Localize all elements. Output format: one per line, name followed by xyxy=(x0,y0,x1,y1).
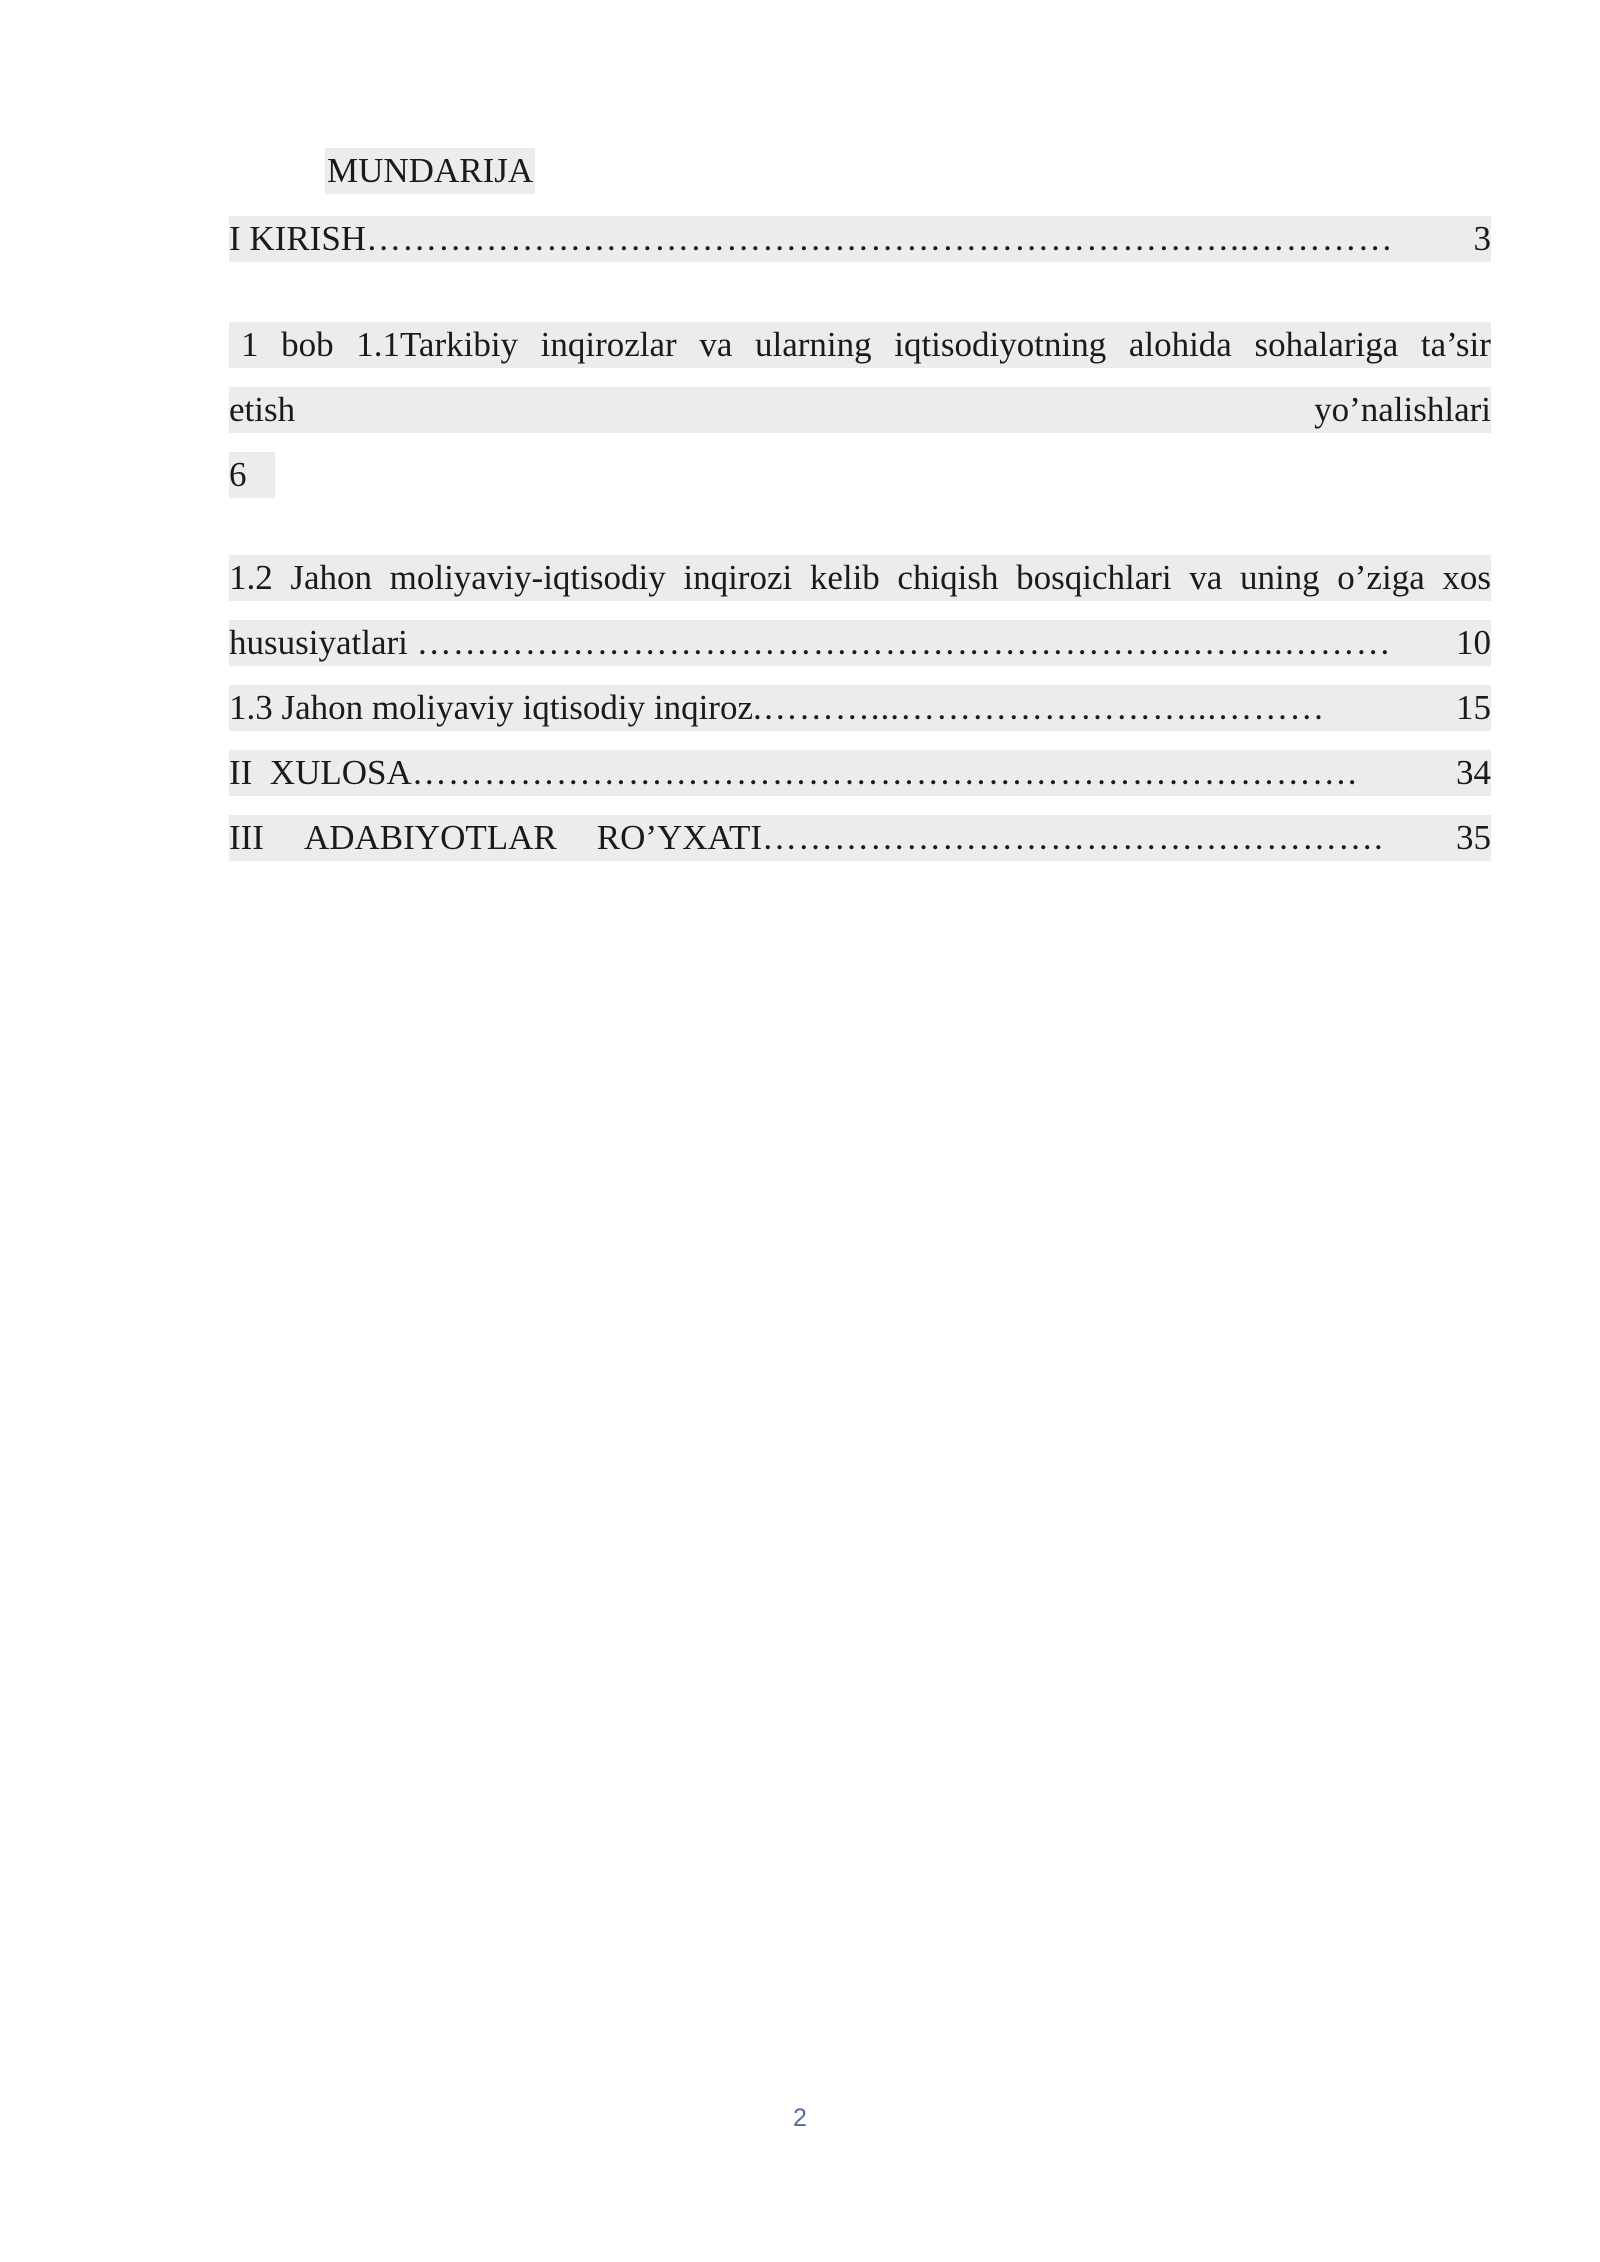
toc-leader-dots: ………………………………………………………………..………… xyxy=(366,219,1394,258)
toc-word: 1.1Tarkibiy xyxy=(356,325,519,364)
toc-word: sohalariga xyxy=(1254,325,1399,364)
toc-word: Jahon xyxy=(290,558,373,597)
toc-page-number: 34 xyxy=(1456,753,1491,792)
toc-entry-1-2-line1[interactable] xyxy=(229,555,1491,601)
toc-word: o’ziga xyxy=(1337,558,1425,597)
toc-word: alohida xyxy=(1128,325,1232,364)
toc-word: kelib xyxy=(809,558,880,597)
toc-page-number: 10 xyxy=(1456,623,1491,662)
toc-word: uning xyxy=(1239,558,1320,597)
toc-word: etish xyxy=(229,390,296,429)
toc-leader-dots: ……………………………………………. xyxy=(762,818,1384,857)
toc-entry-1-2-line2[interactable] xyxy=(229,620,1491,666)
toc-word: yo’nalishlari xyxy=(1314,390,1491,429)
toc-word: bosqichlari xyxy=(1016,558,1172,597)
toc-word: 1 xyxy=(241,325,259,364)
toc-word: xos xyxy=(1442,558,1491,597)
toc-page-number: 15 xyxy=(1456,688,1491,727)
toc-entry-label: 1.3 Jahon moliyaviy iqtisodiy inqiroz xyxy=(229,688,753,727)
toc-entry-xulosa[interactable] xyxy=(229,750,1491,796)
toc-page-number: 3 xyxy=(1473,219,1491,258)
toc-entry-1-1-line2[interactable] xyxy=(229,387,1491,433)
toc-word: iqtisodiyotning xyxy=(894,325,1107,364)
toc-entry-label xyxy=(229,815,762,861)
toc-entry-label: I KIRISH xyxy=(229,219,367,258)
toc-title: MUNDARIJA xyxy=(325,148,535,194)
toc-word: RO’YXATI xyxy=(596,818,762,857)
toc-word: inqirozi xyxy=(683,558,793,597)
footer-page-number: 2 xyxy=(793,2104,807,2132)
toc-word: moliyaviy-iqtisodiy xyxy=(389,558,666,597)
toc-leader-dots: ………………………………………………………..……..……… xyxy=(416,623,1392,662)
toc-leader-dots: ……………………………………………………………………. xyxy=(411,753,1358,792)
toc-word: 1.2 xyxy=(229,558,273,597)
toc-entry-adabiyotlar[interactable] xyxy=(229,815,1491,861)
toc-word: va xyxy=(1189,558,1223,597)
toc-entry-1-3[interactable] xyxy=(229,685,1491,731)
toc-entry-label: II XULOSA xyxy=(229,753,412,792)
toc-word: inqirozlar xyxy=(540,325,677,364)
toc-word: ADABIYOTLAR xyxy=(303,818,557,857)
toc-entry-label: hususiyatlari xyxy=(229,623,417,662)
toc-word: ularning xyxy=(754,325,872,364)
toc-leader-dots: .………...……………………...……… xyxy=(753,688,1326,727)
toc-page-number: 35 xyxy=(1456,818,1491,857)
toc-word: va xyxy=(699,325,733,364)
toc-page-number: 6 xyxy=(229,452,275,498)
toc-entry-kirish[interactable] xyxy=(229,216,1491,262)
toc-word: ta’sir xyxy=(1420,325,1491,364)
toc-word: bob xyxy=(281,325,334,364)
toc-word: chiqish xyxy=(897,558,999,597)
toc-word: III xyxy=(229,818,264,857)
toc-entry-1-1-line1[interactable] xyxy=(229,322,1491,368)
